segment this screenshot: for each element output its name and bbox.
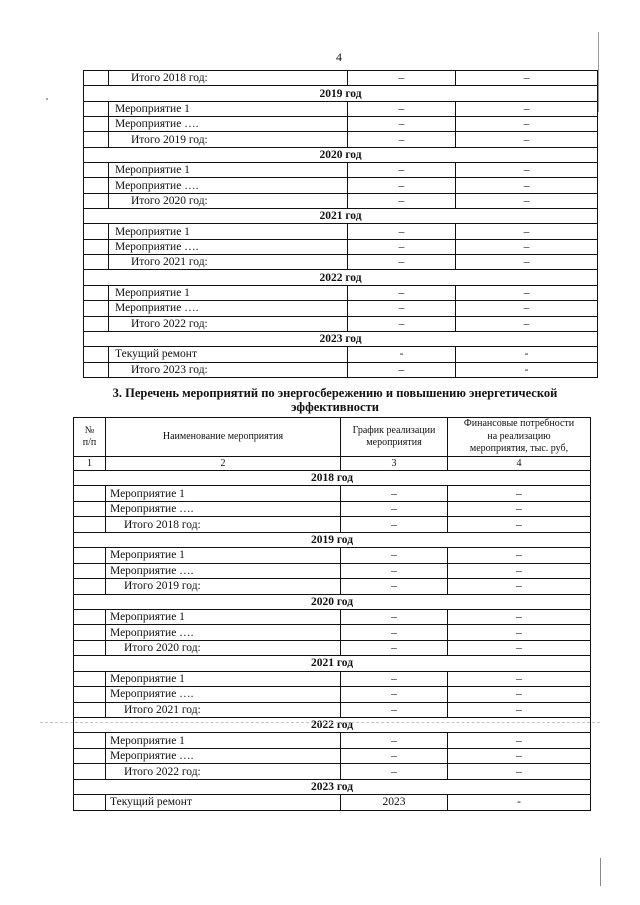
year-row xyxy=(84,147,598,162)
total-row xyxy=(74,764,591,779)
schedule-cell: – xyxy=(348,193,456,208)
header-line: № xyxy=(84,424,95,436)
event-name-cell: Итого 2023 год: xyxy=(109,362,348,377)
row-number-cell xyxy=(84,224,109,239)
event-name-cell: Текущий ремонт xyxy=(106,795,341,810)
event-name-cell: Мероприятие 1 xyxy=(109,224,348,239)
event-name-cell: Мероприятие 1 xyxy=(106,609,341,624)
schedule-cell: – xyxy=(341,563,448,578)
schedule-cell: – xyxy=(348,224,456,239)
event-name-cell: Мероприятие …. xyxy=(109,239,348,254)
schedule-cell: – xyxy=(348,117,456,132)
year-row xyxy=(74,594,591,609)
row-number-cell xyxy=(74,640,106,655)
schedule-cell: – xyxy=(341,671,448,686)
schedule-cell: – xyxy=(341,625,448,640)
row-number-cell xyxy=(74,563,106,578)
total-row xyxy=(84,193,598,208)
year-heading: 2023 год xyxy=(74,779,591,794)
finance-cell: – xyxy=(448,702,591,717)
schedule-cell: – xyxy=(341,486,448,501)
column-number: 1 xyxy=(74,457,106,471)
header-line: п/п xyxy=(82,437,97,448)
row-number-cell xyxy=(74,548,106,563)
finance-cell: - xyxy=(456,362,598,377)
schedule-cell: – xyxy=(348,239,456,254)
event-name-cell: Мероприятие …. xyxy=(106,748,341,763)
schedule-cell: – xyxy=(341,733,448,748)
event-row xyxy=(84,285,598,300)
scan-artifact-line xyxy=(40,722,600,723)
row-number-cell xyxy=(84,117,109,132)
finance-cell: – xyxy=(448,517,591,532)
finance-cell: – xyxy=(456,132,598,147)
events-table-continued xyxy=(83,70,598,378)
total-row xyxy=(74,702,591,717)
schedule-cell: – xyxy=(341,579,448,594)
row-number-cell xyxy=(84,301,109,316)
event-name-cell: Итого 2021 год: xyxy=(109,255,348,270)
finance-cell: – xyxy=(448,579,591,594)
header-line: мероприятия, тыс. руб, xyxy=(469,443,569,455)
row-number-cell xyxy=(84,71,109,86)
total-row xyxy=(84,132,598,147)
row-number-cell xyxy=(74,733,106,748)
event-row xyxy=(74,671,591,686)
header-line: График реализации xyxy=(352,424,436,436)
event-name-cell: Итого 2020 год: xyxy=(106,640,341,655)
year-row xyxy=(84,209,598,224)
total-row xyxy=(74,640,591,655)
row-number-cell xyxy=(84,178,109,193)
scan-artifact-mark xyxy=(598,32,599,112)
section-3-title-line: эффективности xyxy=(291,400,379,414)
event-name-cell: Итого 2019 год: xyxy=(109,132,348,147)
event-row xyxy=(84,117,598,132)
event-name-cell: Мероприятие 1 xyxy=(109,285,348,300)
schedule-cell: – xyxy=(348,362,456,377)
finance-cell: - xyxy=(456,347,598,362)
event-name-cell: Мероприятие …. xyxy=(109,117,348,132)
event-row xyxy=(74,563,591,578)
schedule-cell: – xyxy=(341,501,448,516)
finance-cell: – xyxy=(448,625,591,640)
event-row xyxy=(74,733,591,748)
finance-cell: – xyxy=(456,71,598,86)
row-number-cell xyxy=(74,609,106,624)
event-row xyxy=(74,486,591,501)
finance-cell: – xyxy=(456,101,598,116)
schedule-cell: – xyxy=(341,548,448,563)
event-row xyxy=(84,101,598,116)
event-name-cell: Итого 2018 год: xyxy=(106,517,341,532)
year-heading: 2022 год xyxy=(84,270,598,285)
event-row xyxy=(84,347,598,362)
event-name-cell: Мероприятие 1 xyxy=(106,671,341,686)
finance-cell: – xyxy=(456,117,598,132)
row-number-cell xyxy=(84,193,109,208)
year-row xyxy=(84,331,598,346)
event-name-cell: Текущий ремонт xyxy=(109,347,348,362)
row-number-cell xyxy=(84,255,109,270)
schedule-cell: – xyxy=(348,255,456,270)
event-name-cell: Мероприятие 1 xyxy=(106,733,341,748)
schedule-cell: – xyxy=(348,163,456,178)
event-name-cell: Мероприятие …. xyxy=(109,178,348,193)
event-name-cell: Мероприятие 1 xyxy=(106,548,341,563)
event-name-cell: Мероприятие 1 xyxy=(106,486,341,501)
finance-cell: – xyxy=(448,733,591,748)
row-number-cell xyxy=(84,163,109,178)
page-number: 4 xyxy=(336,50,342,64)
event-row xyxy=(74,795,591,810)
row-number-cell xyxy=(84,132,109,147)
event-row xyxy=(74,625,591,640)
year-heading: 2019 год xyxy=(74,532,591,547)
total-row xyxy=(84,255,598,270)
event-name-cell: Мероприятие …. xyxy=(106,687,341,702)
year-row xyxy=(74,718,591,733)
schedule-cell: – xyxy=(348,101,456,116)
year-heading: 2022 год xyxy=(74,718,591,733)
year-heading: 2021 год xyxy=(84,209,598,224)
schedule-cell: – xyxy=(348,178,456,193)
event-row xyxy=(84,239,598,254)
event-name-cell: Итого 2020 год: xyxy=(109,193,348,208)
column-numbers-row xyxy=(74,457,591,471)
event-name-cell: Мероприятие …. xyxy=(109,301,348,316)
event-row xyxy=(84,301,598,316)
year-heading: 2018 год xyxy=(74,471,591,486)
row-number-cell xyxy=(84,239,109,254)
column-number: 3 xyxy=(341,457,448,471)
event-name-cell: Мероприятие …. xyxy=(106,563,341,578)
row-number-cell xyxy=(74,748,106,763)
row-number-cell xyxy=(84,285,109,300)
schedule-cell: - xyxy=(348,347,456,362)
event-name-cell: Мероприятие 1 xyxy=(109,163,348,178)
schedule-cell: – xyxy=(348,301,456,316)
event-name-cell: Итого 2022 год: xyxy=(106,764,341,779)
finance-cell: – xyxy=(448,486,591,501)
year-heading: 2019 год xyxy=(84,86,598,101)
event-row xyxy=(74,687,591,702)
finance-cell: – xyxy=(448,501,591,516)
event-name-cell: Мероприятие 1 xyxy=(109,101,348,116)
header-line: Наименование мероприятия xyxy=(162,430,284,442)
event-row xyxy=(74,548,591,563)
row-number-cell xyxy=(84,362,109,377)
finance-cell: – xyxy=(456,301,598,316)
year-row xyxy=(74,656,591,671)
finance-cell: – xyxy=(456,255,598,270)
row-number-cell xyxy=(74,702,106,717)
finance-cell: – xyxy=(456,285,598,300)
table-header-row xyxy=(74,418,591,457)
header-line: на реализацию xyxy=(487,430,551,442)
row-number-cell xyxy=(74,517,106,532)
schedule-cell: – xyxy=(341,748,448,763)
schedule-cell: – xyxy=(348,132,456,147)
header-event-name xyxy=(106,418,341,457)
row-number-cell xyxy=(84,347,109,362)
year-row xyxy=(74,532,591,547)
event-name-cell: Мероприятие …. xyxy=(106,501,341,516)
year-heading: 2021 год xyxy=(74,656,591,671)
finance-cell: – xyxy=(456,316,598,331)
column-number: 2 xyxy=(106,457,341,471)
scan-artifact-dot xyxy=(46,98,48,100)
year-row xyxy=(74,779,591,794)
finance-cell: – xyxy=(448,640,591,655)
header-number xyxy=(74,418,106,457)
row-number-cell xyxy=(74,486,106,501)
total-row xyxy=(84,316,598,331)
total-row xyxy=(84,71,598,86)
event-name-cell: Итого 2018 год: xyxy=(109,71,348,86)
total-row xyxy=(84,362,598,377)
year-heading: 2020 год xyxy=(84,147,598,162)
schedule-cell: – xyxy=(341,702,448,717)
schedule-cell: 2023 xyxy=(341,795,448,810)
finance-cell: – xyxy=(456,163,598,178)
scan-artifact-mark xyxy=(600,858,601,886)
schedule-cell: – xyxy=(341,517,448,532)
finance-cell: – xyxy=(448,609,591,624)
finance-cell: – xyxy=(448,563,591,578)
year-heading: 2020 год xyxy=(74,594,591,609)
header-line: мероприятия xyxy=(366,437,422,448)
event-row xyxy=(74,748,591,763)
energy-saving-events-table xyxy=(73,417,591,811)
finance-cell: – xyxy=(448,687,591,702)
year-row xyxy=(74,471,591,486)
event-name-cell: Итого 2019 год: xyxy=(106,579,341,594)
event-row xyxy=(84,163,598,178)
finance-cell: – xyxy=(448,671,591,686)
row-number-cell xyxy=(74,579,106,594)
event-row xyxy=(84,178,598,193)
schedule-cell: – xyxy=(341,640,448,655)
finance-cell: - xyxy=(448,795,591,810)
schedule-cell: – xyxy=(348,285,456,300)
finance-cell: – xyxy=(448,548,591,563)
finance-cell: – xyxy=(456,239,598,254)
finance-cell: – xyxy=(456,224,598,239)
schedule-cell: – xyxy=(348,71,456,86)
row-number-cell xyxy=(74,764,106,779)
column-number: 4 xyxy=(448,457,591,471)
event-name-cell: Итого 2021 год: xyxy=(106,702,341,717)
year-row xyxy=(84,270,598,285)
row-number-cell xyxy=(84,101,109,116)
row-number-cell xyxy=(84,316,109,331)
schedule-cell: – xyxy=(348,316,456,331)
total-row xyxy=(74,517,591,532)
schedule-cell: – xyxy=(341,609,448,624)
finance-cell: – xyxy=(456,178,598,193)
year-row xyxy=(84,86,598,101)
event-name-cell: Мероприятие …. xyxy=(106,625,341,640)
finance-cell: – xyxy=(448,748,591,763)
section-3-title xyxy=(73,386,597,414)
year-heading: 2023 год xyxy=(84,331,598,346)
finance-cell: – xyxy=(448,764,591,779)
row-number-cell xyxy=(74,501,106,516)
row-number-cell xyxy=(74,671,106,686)
event-row xyxy=(74,609,591,624)
header-line: Финансовые потребности xyxy=(463,418,575,430)
event-row xyxy=(74,501,591,516)
row-number-cell xyxy=(74,625,106,640)
finance-cell: – xyxy=(456,193,598,208)
schedule-cell: – xyxy=(341,687,448,702)
total-row xyxy=(74,579,591,594)
header-schedule xyxy=(341,418,448,457)
event-row xyxy=(84,224,598,239)
schedule-cell: – xyxy=(341,764,448,779)
row-number-cell xyxy=(74,687,106,702)
header-finance xyxy=(448,418,591,457)
section-3-title-line: 3. Перечень мероприятий по энергосбережению и повышению энергетической xyxy=(112,386,558,400)
event-name-cell: Итого 2022 год: xyxy=(109,316,348,331)
row-number-cell xyxy=(74,795,106,810)
